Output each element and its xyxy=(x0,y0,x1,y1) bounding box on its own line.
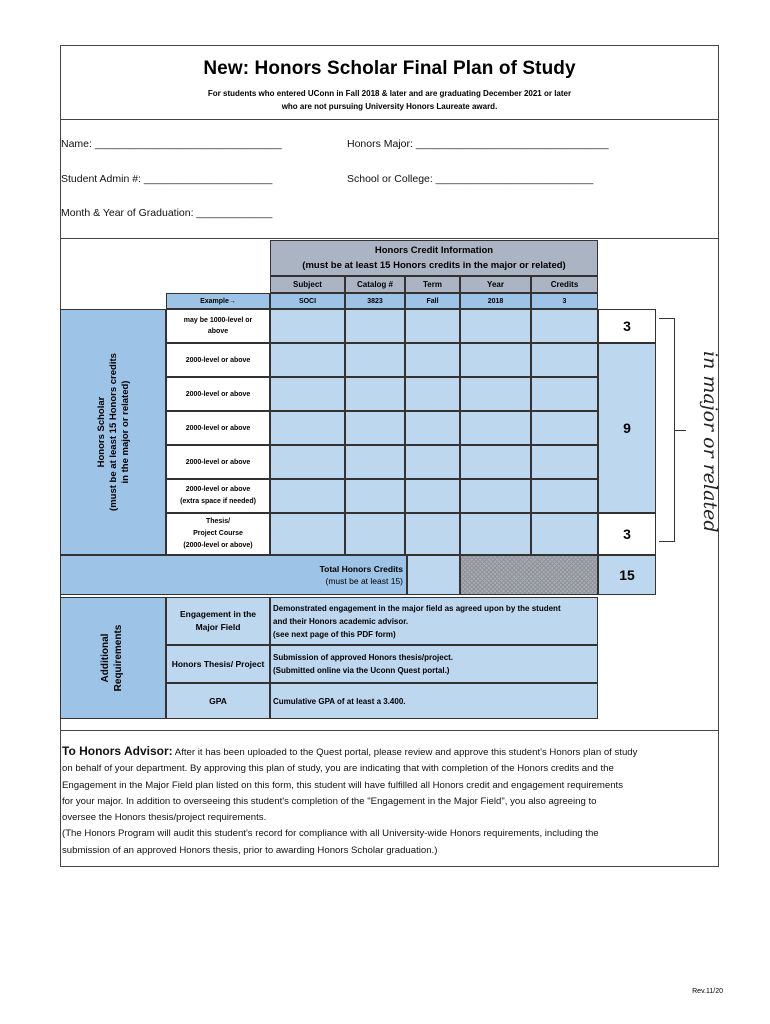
total-label-line-2: (must be at least 15) xyxy=(325,576,403,586)
example-year: 2018 xyxy=(460,293,531,309)
column-header-subject: Subject xyxy=(270,276,345,293)
graduation-field[interactable]: Month & Year of Graduation: _____________ xyxy=(61,207,273,219)
row-label-6-line-1: 2000-level or above xyxy=(185,486,251,493)
column-header-term: Term xyxy=(405,276,460,293)
revision-label: Rev.11/20 xyxy=(692,988,723,995)
course-4-term-input[interactable] xyxy=(405,411,460,445)
row-label-1 xyxy=(166,309,270,343)
total-label-line-1: Total Honors Credits xyxy=(319,564,403,574)
requirement-desc-thesis-line-1: Submission of approved Honors thesis/project. xyxy=(273,653,454,662)
course-1-subject-input[interactable] xyxy=(270,309,345,343)
handwritten-note: in major or related xyxy=(699,351,721,533)
column-header-year: Year xyxy=(460,276,531,293)
credits-heading xyxy=(270,240,598,276)
course-6-term-input[interactable] xyxy=(405,479,460,513)
subtotal-thesis: 3 xyxy=(598,513,656,555)
course-4-credits-input[interactable] xyxy=(531,411,598,445)
credits-heading-line-1: Honors Credit Information xyxy=(374,245,494,256)
honors-scholar-label-line-1: Honors Scholar xyxy=(96,396,107,468)
course-7-term-input[interactable] xyxy=(405,513,460,555)
row-label-5: 2000-level or above xyxy=(166,445,270,479)
bracket-middle-tick xyxy=(674,430,686,431)
row-label-1-line-2: above xyxy=(207,328,229,335)
subtitle-line-1: For students who entered UConn in Fall 2018 & later and are graduating December 2021 or later xyxy=(207,89,572,98)
course-2-subject-input[interactable] xyxy=(270,343,345,377)
requirement-label-engagement-line-2: Major Field xyxy=(195,622,241,632)
honors-scholar-label-line-3: in the major or related) xyxy=(120,380,131,484)
total-label xyxy=(320,563,403,587)
course-6-catalog-input[interactable] xyxy=(345,479,405,513)
advisor-note-line-2: on behalf of your department. By approving this plan of study, you are indicating that with completion of the Honors credits and the xyxy=(62,763,614,775)
name-field[interactable]: Name: ________________________________ xyxy=(61,138,282,150)
course-1-credits-input[interactable] xyxy=(531,309,598,343)
course-7-catalog-input[interactable] xyxy=(345,513,405,555)
total-credits-input[interactable] xyxy=(407,555,460,595)
row-label-7-line-1: Thesis/ xyxy=(205,518,231,525)
column-header-credits: Credits xyxy=(531,276,598,293)
course-5-year-input[interactable] xyxy=(460,445,531,479)
advisor-note-line-3: Engagement in the Major Field plan listed on this form, this student will have fulfilled all Honors credit and engagement requirements xyxy=(62,779,624,791)
advisor-heading: To Honors Advisor: xyxy=(62,744,173,758)
column-header-catalog: Catalog # xyxy=(345,276,405,293)
course-5-catalog-input[interactable] xyxy=(345,445,405,479)
requirement-label-gpa: GPA xyxy=(166,683,270,719)
credits-heading-line-2: (must be at least 15 Honors credits in the major or related) xyxy=(302,260,566,271)
course-1-catalog-input[interactable] xyxy=(345,309,405,343)
advisor-note-line-1 xyxy=(62,743,716,761)
course-4-catalog-input[interactable] xyxy=(345,411,405,445)
row-label-4: 2000-level or above xyxy=(166,411,270,445)
course-6-subject-input[interactable] xyxy=(270,479,345,513)
row-label-6-line-2: (extra space if needed) xyxy=(180,498,256,505)
course-6-credits-input[interactable] xyxy=(531,479,598,513)
example-credits: 3 xyxy=(531,293,598,309)
advisor-note-line-6: (The Honors Program will audit this student's record for compliance with all University-wide Honors requirements, including the xyxy=(62,828,599,840)
course-5-credits-input[interactable] xyxy=(531,445,598,479)
requirement-label-engagement xyxy=(166,597,270,645)
course-3-catalog-input[interactable] xyxy=(345,377,405,411)
requirement-desc-engagement xyxy=(270,597,598,645)
row-label-7 xyxy=(166,513,270,555)
example-subject: SOCI xyxy=(270,293,345,309)
school-college-field[interactable]: School or College: ___________________________ xyxy=(347,173,594,185)
requirement-desc-thesis-text xyxy=(273,651,453,677)
course-3-credits-input[interactable] xyxy=(531,377,598,411)
row-label-2: 2000-level or above xyxy=(166,343,270,377)
course-4-subject-input[interactable] xyxy=(270,411,345,445)
advisor-note xyxy=(60,730,719,859)
course-2-catalog-input[interactable] xyxy=(345,343,405,377)
shaded-total-cell xyxy=(460,555,598,595)
row-label-7-line-3: (2000-level or above) xyxy=(183,542,253,549)
row-label-3: 2000-level or above xyxy=(166,377,270,411)
additional-label-line-1: Additional xyxy=(100,633,111,683)
additional-label xyxy=(99,597,127,719)
page-title: New: Honors Scholar Final Plan of Study xyxy=(203,58,576,79)
requirement-label-thesis: Honors Thesis/ Project xyxy=(166,645,270,683)
row-label-7-line-2: Project Course xyxy=(193,530,243,537)
honors-major-field[interactable]: Honors Major: _________________________________ xyxy=(347,138,609,150)
course-2-term-input[interactable] xyxy=(405,343,460,377)
student-admin-field[interactable]: Student Admin #: ______________________ xyxy=(61,173,273,185)
row-label-6 xyxy=(166,479,270,513)
form-header xyxy=(60,45,719,120)
requirement-desc-engagement-line-2: and their Honors academic advisor. xyxy=(273,616,409,626)
advisor-note-line-7: submission of an approved Honors thesis, prior to awarding Honors Scholar graduation.) xyxy=(62,844,438,856)
course-4-year-input[interactable] xyxy=(460,411,531,445)
requirement-label-engagement-line-1: Engagement in the xyxy=(179,609,257,619)
advisor-note-line-1-text: After it has been uploaded to the Quest portal, please review and approve this student's Honors plan of study xyxy=(172,747,638,758)
requirement-desc-engagement-text xyxy=(273,602,561,641)
requirement-desc-engagement-line-3: (see next page of this PDF form) xyxy=(273,629,396,639)
course-5-term-input[interactable] xyxy=(405,445,460,479)
row-label-1-line-1: may be 1000-level or xyxy=(183,317,253,324)
course-3-year-input[interactable] xyxy=(460,377,531,411)
course-6-year-input[interactable] xyxy=(460,479,531,513)
honors-scholar-label xyxy=(96,309,130,555)
advisor-note-line-4: for your major. In addition to overseeing this student's completion of the "Engagement in the Major Field", you also agreeing to xyxy=(62,795,597,807)
total-credits-value: 15 xyxy=(598,555,656,595)
advisor-note-line-5: oversee the Honors thesis/project requirements. xyxy=(62,812,267,824)
additional-label-line-2: Requirements xyxy=(113,624,124,692)
requirement-desc-thesis-line-2: (Submitted online via the Uconn Quest portal.) xyxy=(273,666,450,675)
course-5-subject-input[interactable] xyxy=(270,445,345,479)
course-1-year-input[interactable] xyxy=(460,309,531,343)
example-term: Fall xyxy=(405,293,460,309)
course-3-term-input[interactable] xyxy=(405,377,460,411)
subtitle-line-2: who are not pursuing University Honors Laureate award. xyxy=(281,102,498,111)
course-7-credits-input[interactable] xyxy=(531,513,598,555)
bracket-top-tick xyxy=(659,318,675,319)
subtotal-first-course: 3 xyxy=(598,309,656,343)
example-catalog: 3823 xyxy=(345,293,405,309)
course-2-year-input[interactable] xyxy=(460,343,531,377)
course-7-subject-input[interactable] xyxy=(270,513,345,555)
requirement-desc-gpa: Cumulative GPA of at least a 3.400. xyxy=(270,683,598,719)
page-subtitle xyxy=(60,87,719,113)
honors-scholar-label-line-2: (must be at least 15 Honors credits xyxy=(108,353,119,511)
requirement-desc-engagement-line-1: Demonstrated engagement in the major field as agreed upon by the student xyxy=(273,603,561,613)
section-divider-credits xyxy=(60,238,719,239)
example-label: Example→ xyxy=(166,293,270,309)
course-3-subject-input[interactable] xyxy=(270,377,345,411)
bracket-bottom-tick xyxy=(659,541,675,542)
course-1-term-input[interactable] xyxy=(405,309,460,343)
total-row-label-cell xyxy=(60,555,407,595)
requirement-desc-thesis xyxy=(270,645,598,683)
course-2-credits-input[interactable] xyxy=(531,343,598,377)
course-7-year-input[interactable] xyxy=(460,513,531,555)
subtotal-2000-level: 9 xyxy=(598,343,656,513)
